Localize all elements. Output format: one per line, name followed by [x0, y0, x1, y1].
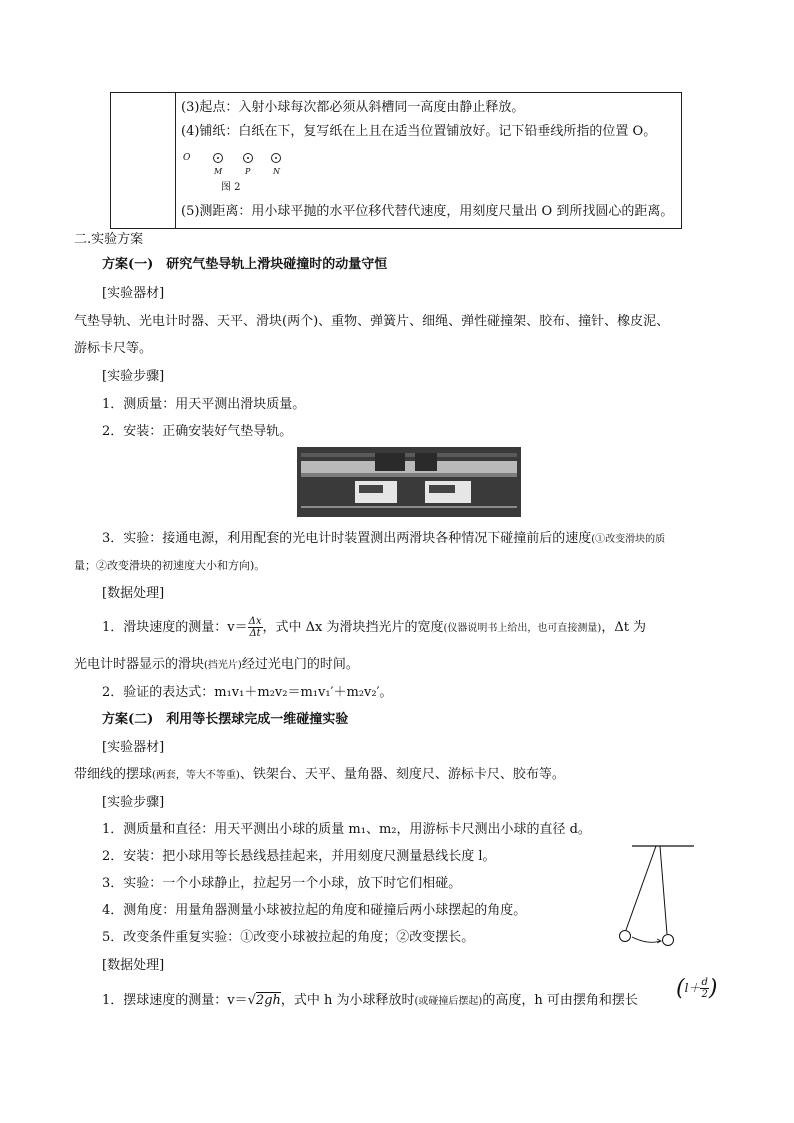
- data-item-1-cont-b: 经过光电门的时间。: [241, 657, 359, 672]
- fraction-numerator: Δx: [248, 616, 262, 627]
- step2-4: 4．测角度：用量角器测量小球被拉起的角度和碰撞后两小球摆起的角度。: [102, 903, 527, 918]
- step2-2: 2．安装：把小球用等长悬线悬挂起来，并用刻度尺测量悬线长度 l。: [102, 849, 496, 864]
- step2-1: 1．测质量和直径：用天平测出小球的质量 m₁、m₂，用游标卡尺测出小球的直径 d。: [102, 822, 591, 837]
- equip-line-1: 气垫导轨、光电计时器、天平、滑块(两个)、重物、弹簧片、细绳、弹性碰撞架、胶布、撞针、橡皮泥、: [74, 314, 670, 329]
- data-item-1-cont: [74, 656, 359, 675]
- step2-3: 3．实验：一个小球静止，拉起另一个小球，放下时它们相碰。: [102, 876, 462, 891]
- figure-label-m: M: [214, 167, 223, 176]
- table-line-start-point: (3)起点：入射小球每次都必须从斜槽同一高度由静止释放。: [181, 100, 525, 115]
- plan1-title: 方案(一) 研究气垫导轨上滑块碰撞时的动量守恒: [102, 257, 388, 272]
- half-diameter-fraction: [700, 977, 708, 1000]
- equip-heading: [实验器材]: [102, 286, 165, 301]
- air-track-photo: [297, 447, 521, 517]
- air-track-illustration: [297, 447, 521, 517]
- data-item-2: 2．验证的表达式：m₁v₁＋m₂v₂＝m₁v₁′＋m₂v₂′。: [102, 685, 393, 700]
- velocity-fraction: [248, 616, 263, 639]
- equip-line-2: 游标卡尺等。: [74, 341, 153, 356]
- figure-2: [181, 149, 301, 193]
- velocity-formula-label: 1．滑块速度的测量：v＝: [102, 620, 248, 635]
- equip2-line: [74, 766, 565, 785]
- data2-item-1-text: ，式中 h 为小球释放时: [280, 993, 415, 1008]
- section-title: 二.实验方案: [74, 232, 144, 247]
- half-d-denominator: 2: [701, 989, 708, 1000]
- data2-heading: [数据处理]: [102, 958, 165, 973]
- data-heading: [数据处理]: [102, 586, 165, 601]
- step-1: 1．测质量：用天平测出滑块质量。: [102, 397, 306, 412]
- swing-speed-label: 1．摆球速度的测量：v＝: [102, 993, 248, 1008]
- equip2-heading: [实验器材]: [102, 740, 165, 755]
- step-3-text: 3．实验：接通电源，利用配套的光电计时装置测出两滑块各种情况下碰撞前后的速度: [102, 531, 592, 546]
- equip2-note: (两套，等大不等重): [152, 770, 240, 781]
- data2-item-1: [102, 988, 638, 1015]
- plan2-title: 方案(二) 利用等长摆球完成一维碰撞实验: [102, 712, 349, 727]
- table-line-distance: (5)测距离：用小球平抛的水平位移代替代速度，用刻度尺量出 O 到所找圆心的距离。: [181, 204, 674, 219]
- step-2: 2．安装：正确安装好气垫导轨。: [102, 424, 293, 439]
- method-table: [110, 92, 682, 229]
- step-3: [102, 530, 665, 549]
- data2-item-1-tail: 的高度，h 可由摆角和摆长: [482, 993, 638, 1008]
- data-item-1-note: (仪器说明书上给出，也可直接测量): [443, 623, 602, 634]
- data2-item-1-note: (或碰撞后摆起): [414, 996, 483, 1007]
- data-item-1: [102, 614, 646, 643]
- fraction-denominator: Δt: [249, 628, 261, 639]
- half-d-numerator: d: [701, 977, 708, 988]
- sqrt-expression: √2gh: [247, 993, 281, 1008]
- pendulum-diagram: [610, 842, 700, 950]
- figure-label-n: N: [273, 167, 280, 176]
- steps2-heading: [实验步骤]: [102, 795, 165, 810]
- steps-heading: [实验步骤]: [102, 369, 165, 384]
- data-item-1-cont-a: 光电计时器显示的滑块: [74, 657, 205, 672]
- data-item-1-text: ，式中 Δx 为滑块挡光片的宽度: [262, 620, 444, 635]
- length-l: l＋: [684, 981, 701, 995]
- equip2-a: 带细线的摆球: [74, 767, 153, 782]
- figure-label-o: O: [183, 153, 191, 163]
- point-m: [213, 153, 223, 163]
- data-item-1-tail: ，Δt 为: [601, 620, 647, 635]
- point-p: [243, 153, 253, 163]
- table-divider: [175, 93, 176, 228]
- data-item-1-cont-note: (挡光片): [204, 660, 242, 671]
- point-n: [271, 153, 281, 163]
- equip2-c: 、铁架台、天平、量角器、刻度尺、游标卡尺、胶布等。: [239, 767, 565, 782]
- table-line-paper: (4)铺纸：白纸在下，复写纸在上且在适当位置铺放好。记下铅垂线所指的位置 O。: [181, 124, 657, 139]
- figure-label-p: P: [245, 167, 251, 176]
- figure-caption: 图 2: [221, 182, 241, 193]
- step-3-cont: 量；②改变滑块的初速度大小和方向)。: [74, 559, 266, 572]
- length-expression: (l＋ $\frac{d}{2}$ ): [676, 976, 718, 1001]
- step2-5: 5．改变条件重复实验：①改变小球被拉起的角度；②改变摆长。: [102, 930, 475, 945]
- sqrt-radicand: 2gh: [255, 993, 281, 1008]
- step-3-note: (①改变滑块的质: [591, 534, 666, 545]
